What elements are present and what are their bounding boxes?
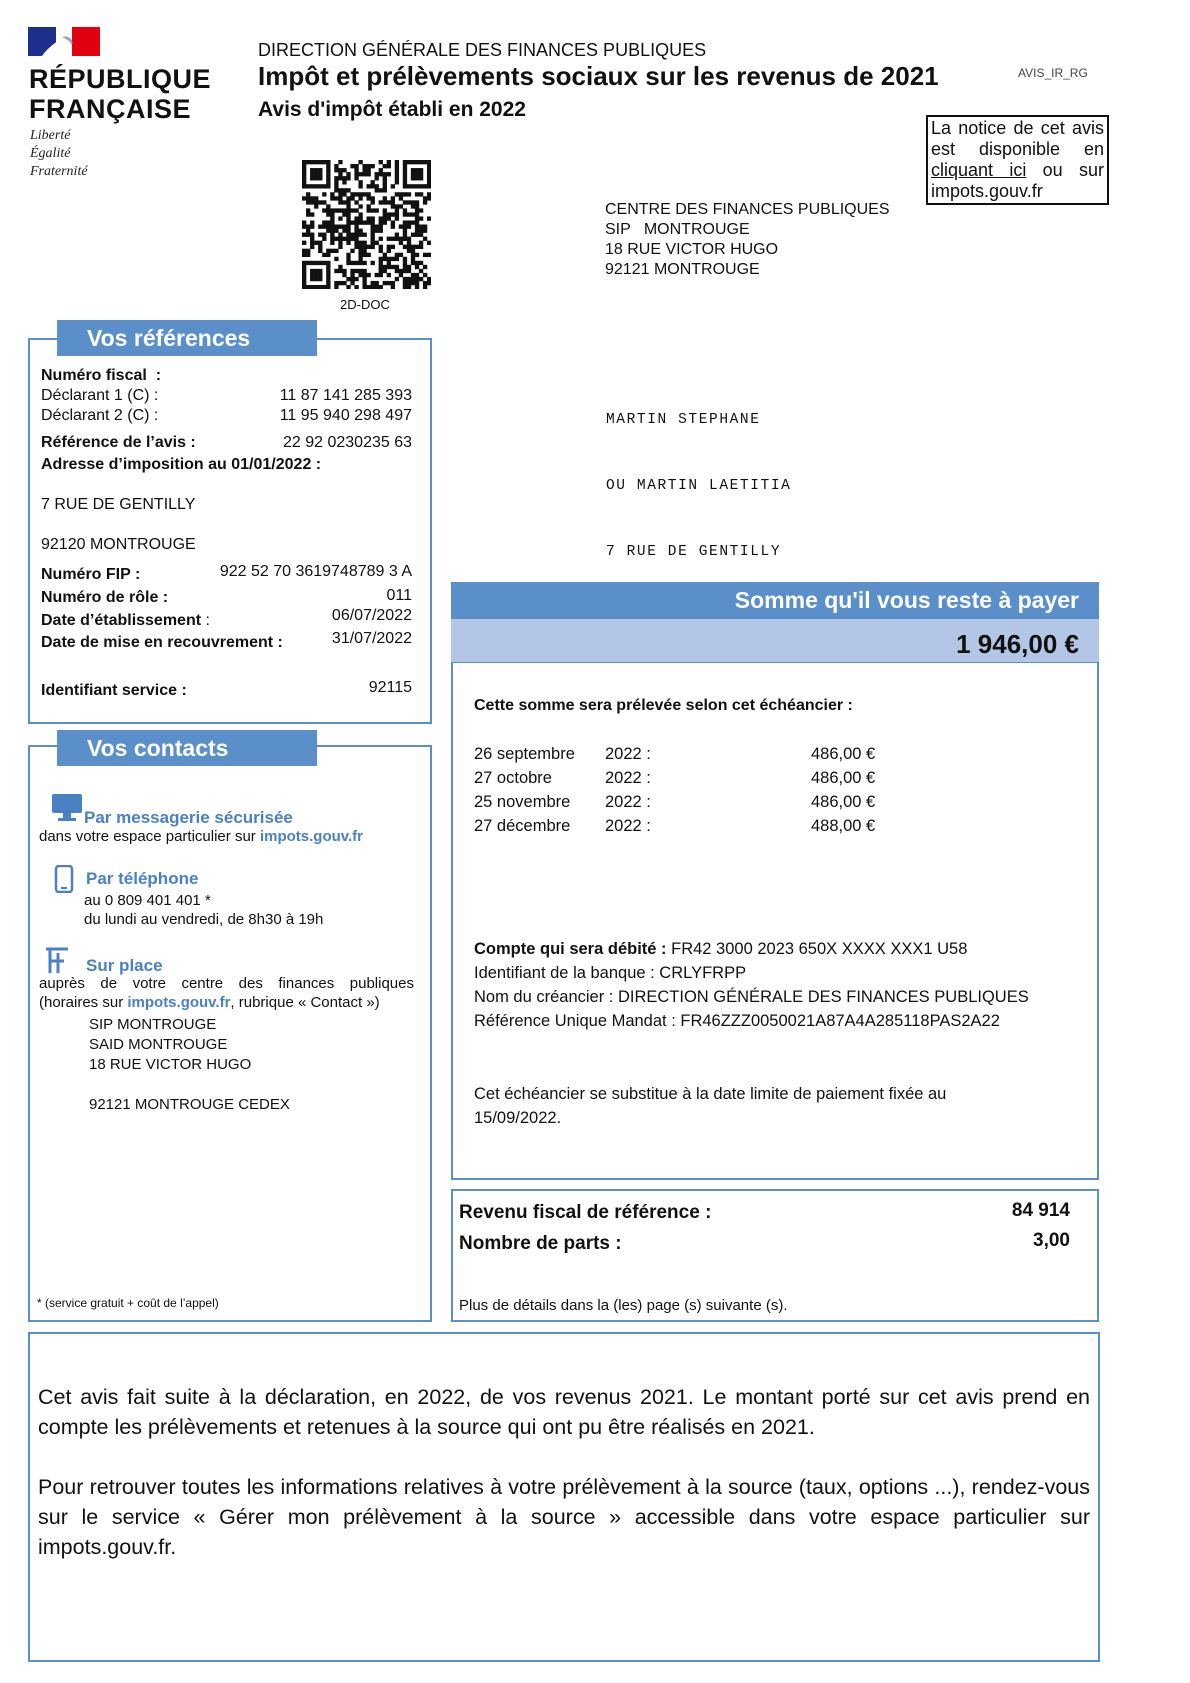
2d-doc-qr-code [302, 160, 431, 289]
etab-label: Date d’établissement [41, 612, 202, 629]
recouv-value: 31/07/2022 [331, 630, 412, 647]
phone-line1: au 0 809 401 401 * [84, 892, 211, 909]
recouv-label: Date de mise en recouvrement : [41, 634, 283, 651]
page-subtitle: Avis d'impôt établi en 2022 [258, 98, 526, 121]
building-icon [42, 945, 70, 975]
service-label: Identifiant service : [41, 682, 187, 699]
ref-avis-label: Référence de l’avis : [41, 434, 196, 451]
parts-label: Nombre de parts : [459, 1233, 622, 1254]
contact-address [89, 1015, 290, 1115]
numero-fiscal-label: Numéro fiscal : [41, 367, 162, 384]
schedule-amount: 486,00 € [811, 745, 876, 763]
contact-addr4: 92121 MONTROUGE CEDEX [89, 1096, 290, 1113]
note-line2: 15/09/2022. [474, 1109, 562, 1127]
centre-line2: SIP MONTROUGE [605, 221, 750, 238]
motto [30, 127, 88, 181]
phone-line2: du lundi au vendredi, de 8h30 à 19h [84, 911, 324, 928]
place-title: Sur place [86, 956, 163, 975]
etab-label-row [41, 612, 210, 630]
schedule-year: 2022 : [605, 745, 651, 763]
republique-francaise-logo [28, 27, 212, 187]
schedule-amount: 488,00 € [811, 817, 876, 835]
schedule-note [474, 1082, 946, 1130]
schedule-table [474, 745, 894, 841]
contact-addr1: SIP MONTROUGE [89, 1016, 217, 1033]
schedule-date: 26 septembre [474, 745, 575, 763]
adresse-line2: 92120 MONTROUGE [41, 536, 196, 553]
fip-value: 922 52 70 3619748789 3 A [219, 563, 412, 580]
schedule-year: 2022 : [605, 817, 651, 835]
addressee-line3: 7 RUE DE GENTILLY [606, 544, 782, 560]
msg-text [39, 828, 363, 845]
bank-id: Identifiant de la banque : CRLYFRPP [474, 964, 747, 982]
payment-amount: 1 946,00 € [451, 618, 1099, 663]
phone-title: Par téléphone [86, 869, 199, 888]
centre-line3: 18 RUE VICTOR HUGO [605, 241, 779, 258]
motto-egalite: Égalité [30, 146, 71, 161]
etab-value: 06/07/2022 [331, 607, 412, 624]
notice-box [926, 115, 1109, 205]
notice-link[interactable]: cliquant ici [931, 160, 1027, 180]
parts-value: 3,00 [1033, 1230, 1070, 1251]
debit-info [474, 937, 1029, 1033]
centre-address [605, 200, 890, 280]
fip-label: Numéro FIP : [41, 566, 141, 583]
schedule-year: 2022 : [605, 769, 651, 787]
schedule-row [474, 769, 894, 793]
compte-row [474, 937, 1029, 961]
contacts-tab: Vos contacts [57, 730, 317, 766]
compte-value: FR42 3000 2023 650X XXXX XXX1 U58 [666, 940, 968, 958]
details-note: Plus de détails dans la (les) page (s) suivante (s). [459, 1297, 788, 1314]
rfr-value: 84 914 [1011, 1200, 1070, 1221]
declarant1-value: 11 87 141 285 393 [279, 387, 412, 404]
logo-line1: RÉPUBLIQUE [29, 64, 212, 94]
notice-text-before: La notice de cet avis est disponible en [931, 118, 1104, 159]
msg-title: Par messagerie sécurisée [84, 808, 293, 827]
note-line1: Cet échéancier se substitue à la date limite de paiement fixée au [474, 1085, 947, 1103]
schedule-year: 2022 : [605, 793, 651, 811]
declarant2-value: 11 95 940 298 497 [279, 407, 412, 424]
place-text2-before: (horaires sur [39, 994, 128, 1011]
ref-avis-value: 22 92 0230235 63 [282, 434, 412, 451]
role-label: Numéro de rôle : [41, 589, 169, 606]
schedule-title: Cette somme sera prélevée selon cet échéancier : [474, 697, 853, 714]
centre-line4: 92121 MONTROUGE [605, 261, 760, 278]
references-tab: Vos références [57, 320, 317, 356]
role-value: 011 [386, 587, 412, 604]
adresse-label: Adresse d’imposition au 01/01/2022 : [41, 456, 322, 473]
info-paragraph-1: Cet avis fait suite à la déclaration, en 2022, de vos revenus 2021. Le montant porté sur cet avis prend en compte les prélèvements et retenues à la source qui ont pu être réalisés en 2021. [38, 1385, 1090, 1439]
contacts-footnote: * (service gratuit + coût de l’appel) [37, 1296, 219, 1310]
page-title: Impôt et prélèvements sociaux sur les revenus de 2021 [258, 61, 939, 91]
schedule-date: 27 décembre [474, 817, 571, 835]
schedule-row [474, 793, 894, 817]
phone-icon [54, 865, 74, 893]
creancier: Nom du créancier : DIRECTION GÉNÉRALE DES FINANCES PUBLIQUES [474, 988, 1029, 1006]
compte-label: Compte qui sera débité : [474, 940, 667, 958]
centre-line1: CENTRE DES FINANCES PUBLIQUES [605, 201, 890, 218]
computer-icon [50, 792, 84, 822]
dgfip-heading: DIRECTION GÉNÉRALE DES FINANCES PUBLIQUES [258, 40, 707, 60]
declarant1-label: Déclarant 1 (C) : [41, 387, 159, 404]
rum: Référence Unique Mandat : FR46ZZZ0050021A87A4A285118PAS2A22 [474, 1012, 1000, 1030]
place-link[interactable]: impots.gouv.fr [127, 994, 231, 1011]
notice-text-after: ou sur impots.gouv.fr [931, 160, 1105, 201]
avis-code: AVIS_IR_RG [1018, 66, 1088, 80]
service-value: 92115 [368, 679, 412, 696]
contact-addr2: SAID MONTROUGE [89, 1036, 228, 1053]
republique-francaise-wordmark [29, 64, 211, 124]
place-text1: auprès de votre centre des finances publiques [39, 975, 414, 992]
schedule-row [474, 817, 894, 841]
declarant2-label: Déclarant 2 (C) : [41, 407, 159, 424]
qr-label: 2D-DOC [340, 297, 390, 312]
motto-fraternite: Fraternité [30, 164, 88, 179]
rfr-label: Revenu fiscal de référence : [459, 1202, 712, 1223]
schedule-date: 27 octobre [474, 769, 552, 787]
addressee-line2: OU MARTIN LAETITIA [606, 478, 792, 494]
etab-colon: : [201, 612, 210, 629]
payment-header: Somme qu'il vous reste à payer [451, 582, 1099, 618]
place-text2 [39, 994, 380, 1011]
marianne-flag-icon [28, 27, 100, 56]
addressee-line1: MARTIN STEPHANE [606, 412, 761, 428]
schedule-row [474, 745, 894, 769]
motto-liberte: Liberté [30, 128, 71, 143]
schedule-amount: 486,00 € [811, 769, 876, 787]
schedule-amount: 486,00 € [811, 793, 876, 811]
place-text2-after: , rubrique « Contact ») [230, 994, 380, 1011]
logo-line2: FRANÇAISE [29, 94, 192, 124]
schedule-date: 25 novembre [474, 793, 571, 811]
adresse-line1: 7 RUE DE GENTILLY [41, 496, 196, 513]
msg-link[interactable]: impots.gouv.fr [259, 828, 364, 845]
msg-text-before: dans votre espace particulier sur [39, 828, 260, 845]
contact-addr3: 18 RUE VICTOR HUGO [89, 1056, 252, 1073]
info-paragraph-2: Pour retrouver toutes les informations relatives à votre prélèvement à la source (taux, options ...), rendez-vous sur le service « Gérer mon prélèvement à la source » accessible dans votre espace particulier sur impots.gouv.fr. [38, 1475, 1090, 1559]
